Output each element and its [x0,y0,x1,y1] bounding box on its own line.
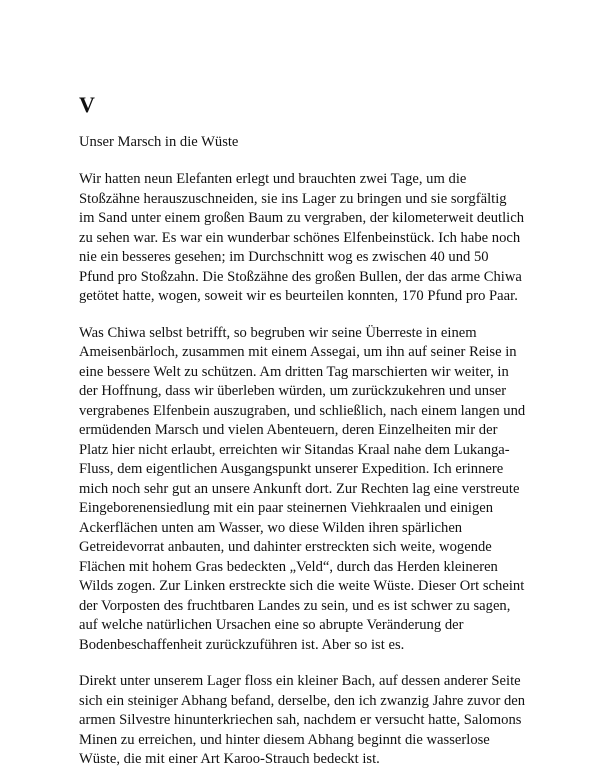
text-line: Bodenbeschaffenheit zurückzuführen ist. Aber so ist es. [79,636,405,653]
text-line: Platz hier nicht erlaubt, erreichten wir Sitandas Kraal nahe dem Lukanga- [79,441,510,458]
text-line: Wilds zogen. Zur Linken erstreckte sich die weite Wüste. Dieser Ort scheint [79,578,525,594]
text-line: Direkt unter unserem Lager floss ein kleiner Bach, auf dessen anderer Seite [79,673,521,689]
text-line: Ameisenbärloch, zusammen mit einem Assegai, um ihn auf seiner Reise in [79,344,517,360]
text-line: armen Silvestre hinunterkriechen sah, nachdem er versucht hatte, Salomons [79,712,522,728]
text-line: Wir hatten neun Elefanten erlegt und brauchten zwei Tage, um die [79,171,467,187]
text-line: Was Chiwa selbst betrifft, so begruben wir seine Überreste in einem [79,324,477,341]
text-line: Flächen mit hohem Gras bedeckten „Veld“, durch das Herden kleineren [79,558,498,575]
text-line: der Hoffnung, dass wir überleben würden, um zurückzukehren und unser [79,383,507,399]
text-line: Eingeborenensiedlung mit ein paar steinernen Viehkraalen und einigen [79,500,494,516]
chapter-number: V [79,92,95,117]
text-line: Wüste, die mit einer Art Karoo-Strauch bedeckt ist. [79,751,380,767]
text-line: nie ein besseres gesehen; im Durchschnitt wog es zwischen 40 und 50 [79,249,489,265]
text-line: sich ein steiniger Abhang befand, derselbe, den ich zwanzig Jahre zuvor den [79,692,526,709]
paragraph-3 [79,672,534,770]
text-line: zu sehen war. Es war ein wunderbar schönes Elfenbeinstück. Ich habe noch [79,229,521,246]
text-line: mich noch sehr gut an unsere Ankunft dort. Zur Rechten lag eine verstreute [79,480,520,497]
text-line: Minen zu erreichen, und hinter diesem Abhang beginnt die wasserlose [79,731,490,748]
text-line: Pfund pro Stoßzahn. Die Stoßzähne des großen Bullen, der das arme Chiwa [79,268,522,285]
text-line: Getreidevorrat anbauten, und dahinter erstreckten sich weite, wogende [79,539,492,555]
text-line: ermüdenden Marsch und vielen Abenteuern, deren Einzelheiten mir der [79,422,498,438]
text-line: eine bessere Welt zu schützen. Am dritten Tag marschierten wir weiter, in [79,363,509,380]
paragraph-1 [79,170,534,307]
text-line: Ackerflächen unten am Wasser, wo diese Wilden ihren spärlichen [79,519,463,536]
text-line: getötet hatte, wogen, soweit wir es beurteilen konnten, 170 Pfund pro Paar. [79,288,518,304]
text-line: Fluss, dem eigentlichen Ausgangspunkt unserer Expedition. Ich erinnere [79,461,504,477]
text-line: auf welche natürlichen Ursachen eine so abrupte Veränderung der [79,617,464,633]
text-line: vergrabenes Elfenbein auszugraben, und schließlich, nach einem langen und [79,402,526,419]
text-line: der Vorposten des fruchtbaren Landes zu sein, und es ist schwer zu sagen, [79,597,511,614]
text-line: Stoßzähne herauszuschneiden, sie ins Lager zu bringen und sie sorgfältig [79,190,507,207]
text-line: im Sand unter einem großen Baum zu vergraben, der kilometerweit deutlich [79,210,525,226]
paragraph-2 [79,324,534,656]
chapter-title: Unser Marsch in die Wüste [79,134,239,150]
